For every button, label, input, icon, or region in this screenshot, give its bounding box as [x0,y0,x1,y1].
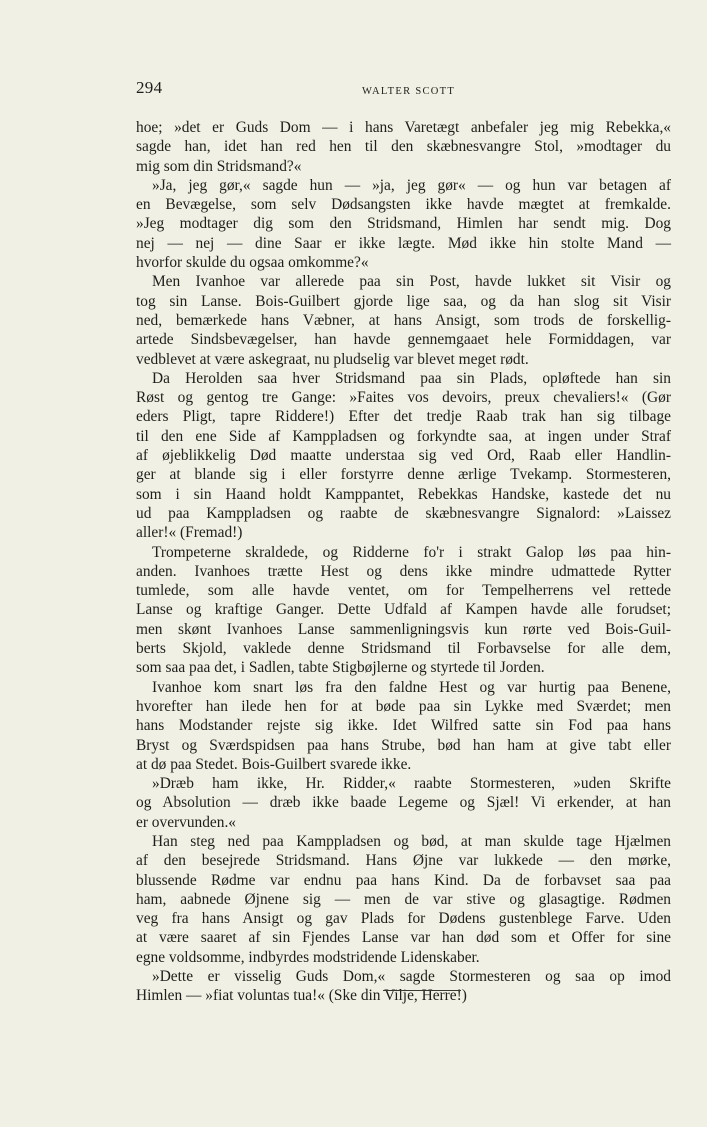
end-rule [383,990,461,991]
text-line: ham, aabnede Øjnene sig — men de var stive og glasagtige. Rødmen [136,890,671,908]
text-line: ger at blande sig i eller forstyrre denne ærlige Tvekamp. Stormesteren, [136,466,671,484]
text-line: af øjeblikkelig Død maatte understaa sig ved Ord, Raab eller Handlin- [136,447,671,465]
text-line: at dø paa Stedet. Bois-Guilbert svarede ikke. [136,755,412,773]
text-line: Røst og gentog tre Gange: »Faites vos devoirs, preux chevaliers!« (Gør [136,389,671,407]
text-line: hvorfor skulde du ogsaa omkomme?« [136,254,369,272]
text-line: og Absolution — dræb ikke baade Legeme og Sjæl! Vi erkender, at han [136,794,671,812]
text-line: men skønt Ivanhoes Lanse sammenligningsvis kun rørte ved Bois-Guil- [136,620,671,638]
text-line: hoe; »det er Guds Dom — i hans Varetægt anbefaler jeg mig Rebekka,« [136,119,671,136]
text-line: er overvunden.« [136,813,237,831]
text-line: tog sin Lanse. Bois-Guilbert gjorde lige saa, og da han slog sit Visir [136,292,671,310]
text-line: at være saaret af sin Fjendes Lanse var han død som et Offer for sine [136,929,671,947]
text-line: blussende Rødme var endnu paa hans Kind. Da de forbavset saa paa [136,871,671,889]
text-line: »Dræb ham ikke, Hr. Ridder,« raabte Stormesteren, »uden Skrifte [152,775,671,793]
text-line: nej — nej — dine Saar er ikke lægte. Mød ikke hin stolte Mand — [136,234,671,252]
text-line: »Ja, jeg gør,« sagde hun — »ja, jeg gør« — og hun var betagen af [152,176,671,194]
text-line: en Bevægelse, som selv Dødsangsten ikke havde mægtet at fremkalde. [136,196,671,214]
text-line: »Jeg modtager dig som den Stridsmand, Himlen har sendt mig. Dog [136,215,671,233]
text-line: til den ene Side af Kamppladsen og forkyndte saa, at ingen under Straf [136,427,671,445]
text-line: veg fra hans Ansigt og gav Plads for Dødens gustenblege Farve. Uden [136,910,671,928]
text-line: Bryst og Sværdspidsen paa hans Strube, bød han ham at give tabt eller [136,736,671,754]
text-line: egne voldsomme, indbyrdes modstridende Lidenskaber. [136,948,480,966]
text-line: hans Modstander rejste sig ikke. Idet Wilfred satte sin Fod paa hans [136,717,671,735]
text-line: Han steg ned paa Kamppladsen og bød, at man skulde tage Hjælmen [152,832,671,850]
text-line: ned, bemærkede hans Væbner, at hans Ansigt, som trods de forskellig- [136,311,671,329]
page-header [136,78,676,100]
text-line: aller!« (Fremad!) [136,524,243,542]
running-head: WALTER SCOTT [362,86,456,97]
text-line: af den besejrede Stridsmand. Hans Øjne var lukkede — den mørke, [136,852,671,870]
text-line: som i sin Haand holdt Kamppantet, Rebekkas Handske, kastede det nu [136,485,671,503]
body-text [136,118,671,1006]
text-line: hvorefter han ilede hen for at bøde paa sin Lykke med Sværdet; men [136,697,671,715]
page-number: 294 [136,78,163,97]
text-line: ud paa Kamppladsen og raabte de skæbnesvangre Signalord: »Laissez [136,504,671,522]
text-line: Himlen — »fiat voluntas tua!« (Ske din Vilje, Herre!) [136,987,467,1005]
text-line: Men Ivanhoe var allerede paa sin Post, havde lukket sit Visir og [152,273,671,291]
text-line: tumlede, som alle havde ventet, om for Tempelherrens vel rettede [136,582,671,600]
text-line: Ivanhoe kom snart løs fra den faldne Hest og var hurtig paa Benene, [152,678,671,696]
text-line: vedblevet at være askegraat, nu pludselig var blevet meget rødt. [136,350,529,368]
text-line: som saa paa det, i Sadlen, tabte Stigbøjlerne og styrtede til Jorden. [136,659,545,677]
text-line: Lanse og kraftige Ganger. Dette Udfald af Kampen havde alle forudset; [136,601,671,619]
text-line: sagde han, idet han red hen til den skæbnesvangre Stol, »modtager du [136,138,671,156]
text-line: Trompeterne skraldede, og Ridderne fo'r i strakt Galop løs paa hin- [152,543,671,561]
text-line: anden. Ivanhoes trætte Hest og dens ikke mindre udmattede Rytter [136,562,671,580]
text-line: Da Herolden saa hver Stridsmand paa sin Plads, opløftede han sin [152,369,671,387]
text-line: berts Skjold, vaklede denne Stridsmand til Forbavselse for alle dem, [136,640,671,658]
text-line: »Dette er visselig Guds Dom,« sagde Stormesteren og saa op imod [152,968,671,986]
text-line: eders Pligt, tapre Riddere!) Efter det tredje Raab trak han sig tilbage [136,408,671,426]
text-line: mig som din Stridsmand?« [136,157,302,175]
text-line: artede Sindsbevægelser, han havde gennemgaaet hele Formiddagen, var [136,331,671,349]
